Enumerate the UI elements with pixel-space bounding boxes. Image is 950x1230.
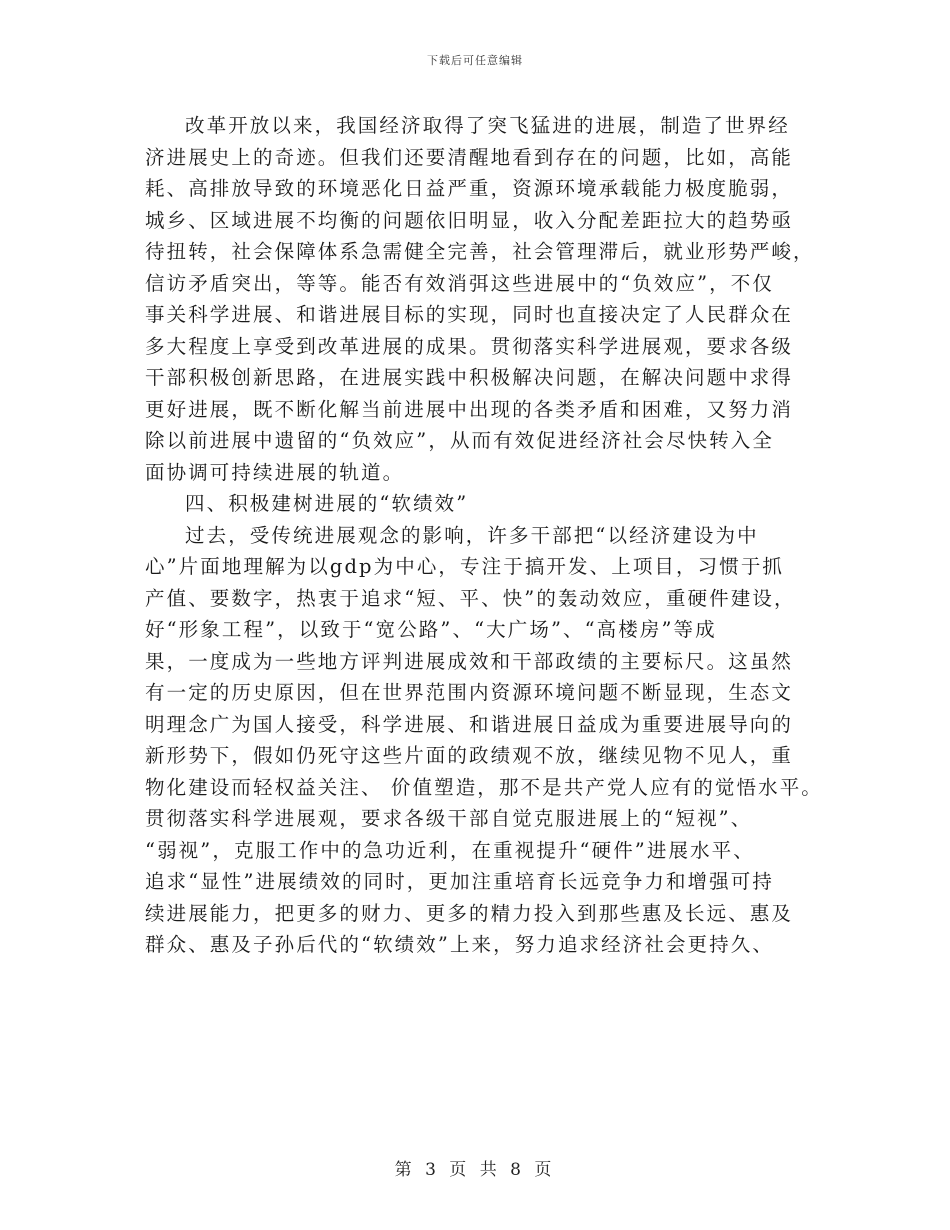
text-line: 更好进展，既不断化解当前进展中出现的各类矛盾和困难，又努力消: [145, 397, 794, 421]
section-heading: 四、积极建树进展的“软绩效”: [185, 492, 469, 515]
text-line: 续进展能力，把更多的财力、更多的精力投入到那些惠及长远、惠及: [145, 901, 794, 925]
text-line: 改革开放以来，我国经济取得了突飞猛进的进展，制造了世界经: [185, 114, 790, 137]
text-line: 过去，受传统进展观念的影响，许多干部把“以经济建设为中: [185, 523, 759, 547]
text-line: 待扭转，社会保障体系急需健全完善，社会管理滞后，就业形势严峻，: [145, 240, 815, 263]
text-line: 城乡、区域进展不均衡的问题依旧明显，收入分配差距拉大的趋势亟: [145, 208, 794, 232]
text-line: 多大程度上享受到改革进展的成果。贯彻落实科学进展观，要求各级: [145, 334, 794, 358]
text-line: 果，一度成为一些地方评判进展成效和干部政绩的主要标尺。这虽然: [145, 649, 794, 673]
text-line: 追求“显性”进展绩效的同时，更加注重培育长远竞争力和增强可持: [145, 870, 774, 893]
text-line: 信访矛盾突出，等等。能否有效消弭这些进展中的“负效应”，不仅: [145, 271, 774, 295]
text-line: 干部积极创新思路，在进展实践中积极解决问题，在解决问题中求得: [145, 366, 794, 389]
text-line: 产值、要数字，热衷于追求“短、平、快”的轰动效应，重硬件建设，: [145, 586, 796, 610]
page-header: 下载后可任意编辑: [427, 54, 523, 67]
text-line: 有一定的历史原因，但在世界范围内资源环境问题不断显现，生态文: [145, 681, 794, 704]
text-line: 贯彻落实科学进展观，要求各级干部自觉克服进展上的“短视”、: [145, 807, 753, 830]
text-line: 事关科学进展、和谐进展目标的实现，同时也直接决定了人民群众在: [145, 303, 794, 326]
text-line: 物化建设而轻权益关注、 价值塑造，那不是共产党人应有的觉悟水平。: [145, 775, 823, 799]
document-body: [145, 110, 825, 961]
text-line: 群众、惠及子孙后代的“软绩效”上来，努力追求经济社会更持久、: [145, 933, 774, 956]
page-number: 第 3 页 共 8 页: [394, 1160, 556, 1180]
text-line: “弱视”，克服工作中的急功近利，在重视提升“硬件”进展水平、: [145, 838, 755, 862]
text-line: 好“形象工程”，以致于“宽公路”、“大广场”、“高楼房”等成: [145, 618, 717, 641]
text-line: 心”片面地理解为以gdp为中心，专注于搞开发、上项目，习惯于抓: [145, 555, 785, 578]
text-line: 除以前进展中遗留的“负效应”，从而有效促进经济社会尽快转入全: [145, 429, 774, 452]
text-line: 面协调可持续进展的轨道。: [145, 460, 405, 484]
text-line: 新形势下，假如仍死守这些片面的政绩观不放，继续见物不见人，重: [145, 744, 794, 767]
text-line: 耗、高排放导致的环境恶化日益严重，资源环境承载能力极度脆弱，: [145, 177, 794, 200]
text-line: 明理念广为国人接受，科学进展、和谐进展日益成为重要进展导向的: [145, 712, 794, 736]
text-line: 济进展史上的奇迹。但我们还要清醒地看到存在的问题，比如，高能: [145, 145, 794, 169]
